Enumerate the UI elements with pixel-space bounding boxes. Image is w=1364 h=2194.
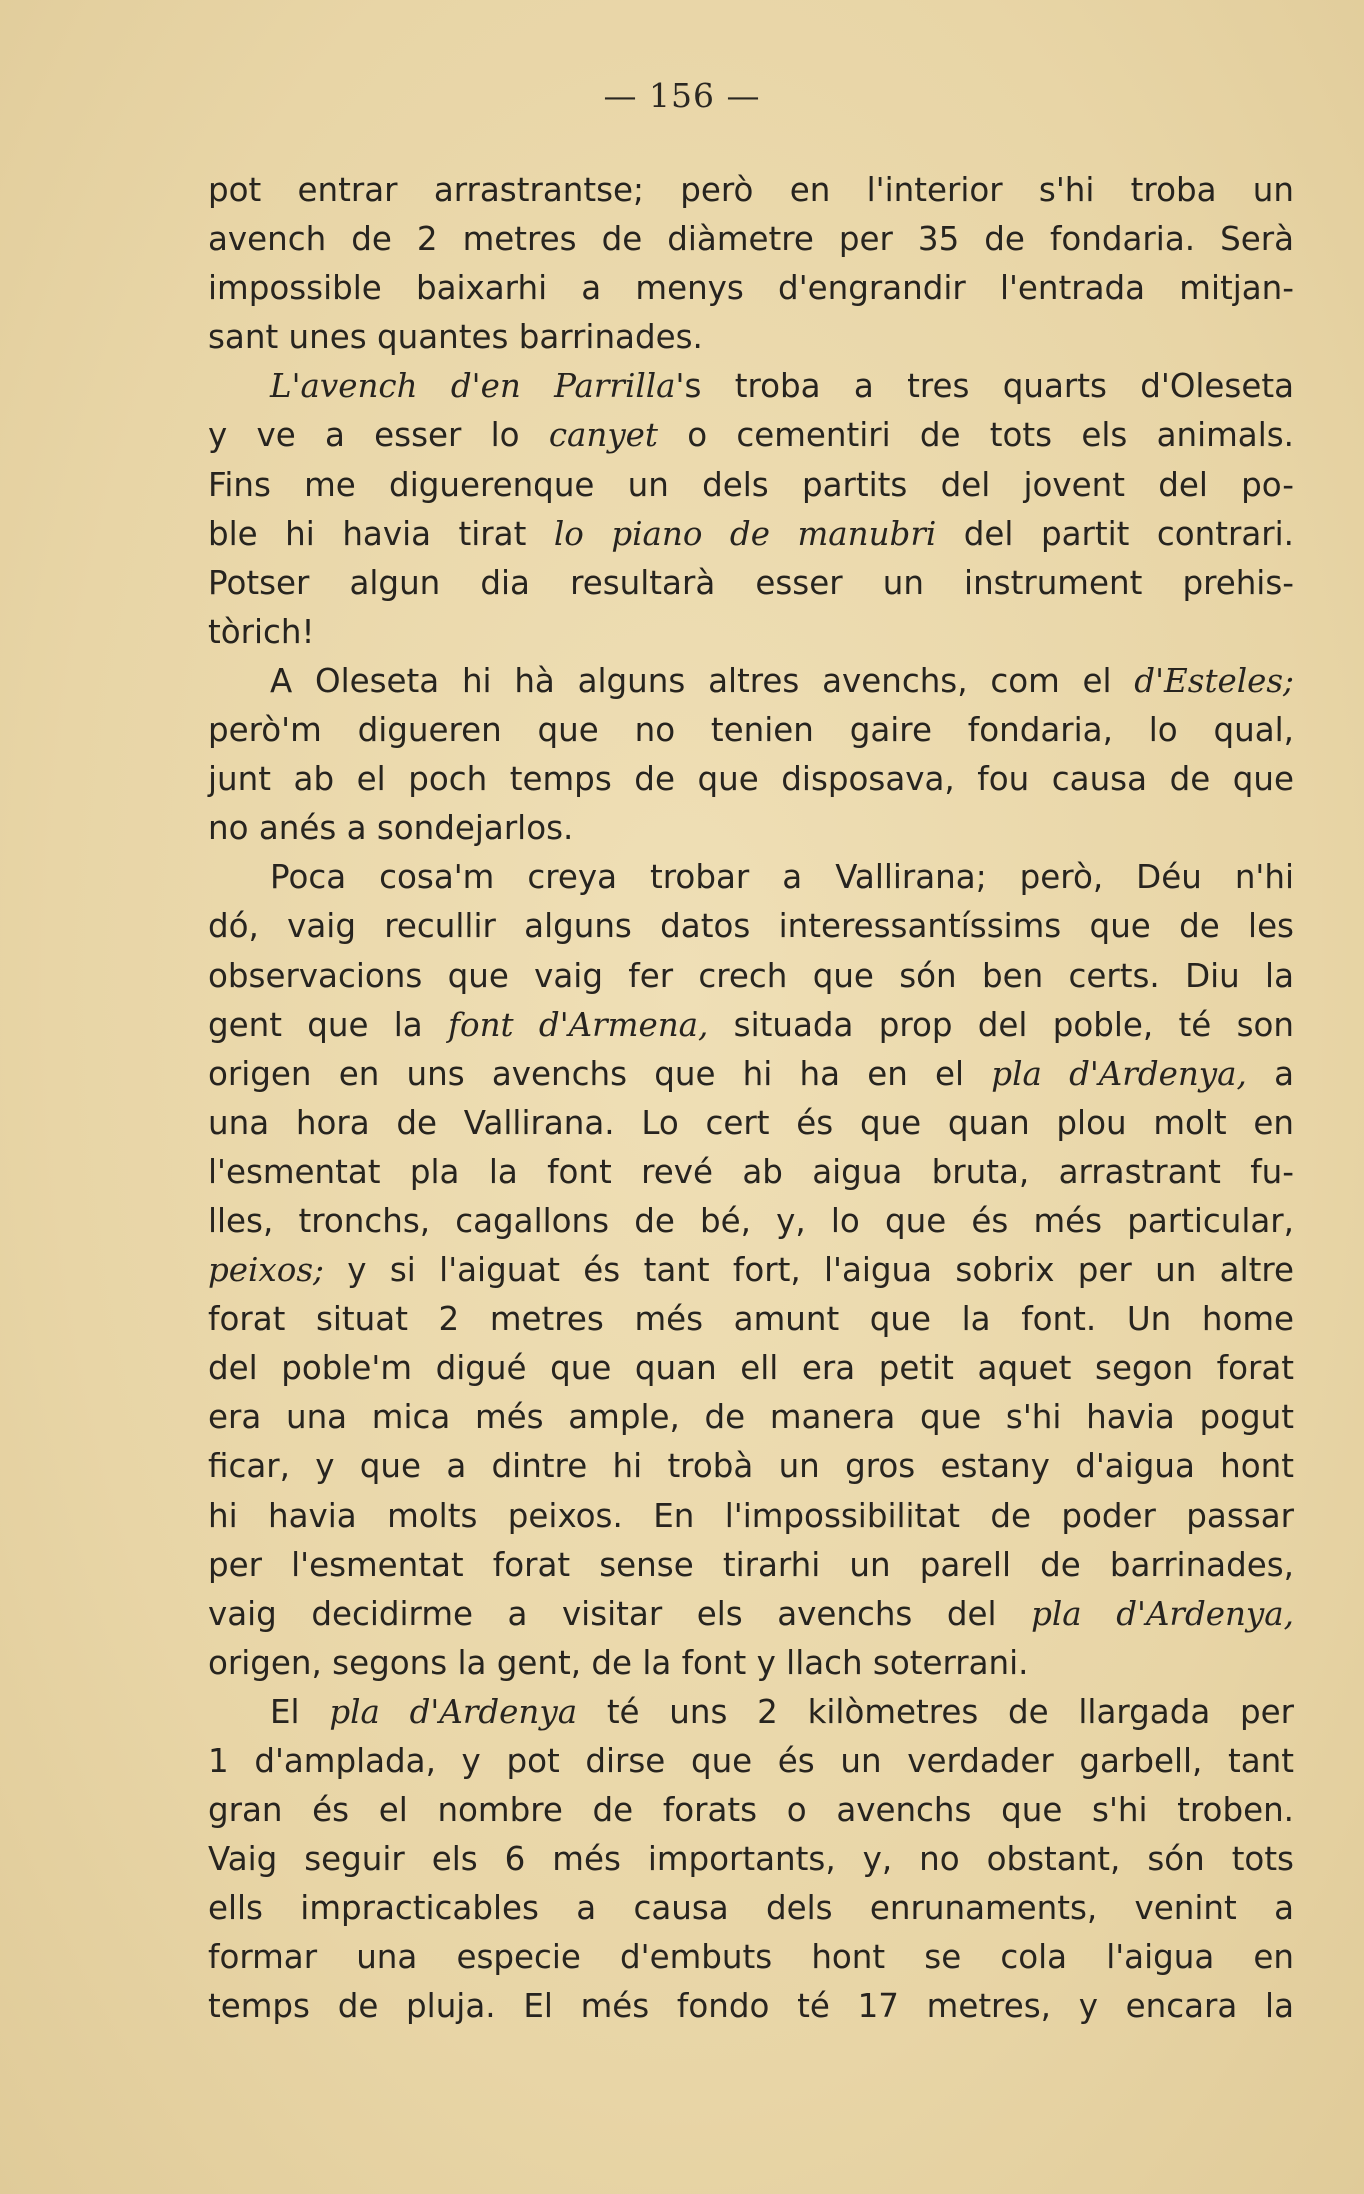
text-run: del poble'm digué que quan ell era petit aquet segon forat <box>208 1349 1294 1388</box>
text-run: El <box>270 1692 330 1731</box>
text-line <box>208 559 1294 608</box>
text-run: tòrich! <box>208 612 315 651</box>
text-run: sant unes quantes barrinades. <box>208 318 703 357</box>
text-run: junt ab el poch temps de que disposava, fou causa de que <box>208 760 1294 799</box>
body-text <box>208 166 1294 2032</box>
text-line <box>208 411 1294 460</box>
text-line <box>208 461 1294 510</box>
text-line <box>208 804 1294 853</box>
text-line <box>208 510 1294 559</box>
text-line <box>208 706 1294 755</box>
text-line <box>208 1688 1294 1737</box>
text-run: observacions que vaig fer crech que són ben certs. Diu la <box>208 956 1294 995</box>
italic-run: pla d'Ardenya, <box>991 1054 1247 1093</box>
italic-run: d'Esteles; <box>1134 661 1294 700</box>
text-run: situada prop del poble, té son <box>708 1005 1294 1044</box>
text-line <box>208 1344 1294 1393</box>
text-line <box>208 1835 1294 1884</box>
text-line <box>208 1541 1294 1590</box>
text-run: ells impracticables a causa dels enrunaments, venint a <box>208 1889 1294 1928</box>
text-run: y si l'aiguat és tant fort, l'aigua sobrix per un altre <box>323 1251 1294 1290</box>
text-line <box>208 313 1294 362</box>
text-run: per l'esmentat forat sense tirarhi un parell de barrinades, <box>208 1545 1294 1584</box>
text-line <box>208 1982 1294 2031</box>
text-line <box>208 952 1294 1001</box>
text-run: gent que la <box>208 1005 449 1044</box>
text-run: Poca cosa'm creya trobar a Vallirana; però, Déu n'hi <box>270 858 1294 897</box>
text-run: origen en uns avenchs que hi ha en el <box>208 1054 992 1093</box>
italic-run: lo piano de manubri <box>553 514 937 553</box>
text-line <box>208 264 1294 313</box>
text-line <box>208 1050 1294 1099</box>
text-run: y ve a esser lo <box>208 416 549 455</box>
text-line <box>208 1884 1294 1933</box>
page-number: — 156 — <box>603 76 761 115</box>
text-run: impossible baixarhi a menys d'engrandir l'entrada mitjan- <box>208 269 1294 308</box>
text-run: Vaig seguir els 6 més importants, y, no obstant, són tots <box>208 1840 1294 1879</box>
text-run: ble hi havia tirat <box>208 514 554 553</box>
text-run: l'esmentat pla la font revé ab aigua bruta, arrastrant fu- <box>208 1152 1294 1191</box>
text-run: temps de pluja. El més fondo té 17 metres, y encara la <box>208 1987 1294 2026</box>
text-line <box>208 1001 1294 1050</box>
italic-run: peixos; <box>208 1251 324 1290</box>
italic-run: L'avench d'en Parrilla <box>270 367 676 406</box>
text-line <box>208 215 1294 264</box>
text-run: A Oleseta hi hà alguns altres avenchs, com el <box>270 661 1135 700</box>
text-line <box>208 657 1294 706</box>
italic-run: font d'Armena, <box>448 1005 709 1044</box>
text-run: Potser algun dia resultarà esser un instrument prehis- <box>208 563 1294 602</box>
text-line <box>208 1148 1294 1197</box>
text-run: origen, segons la gent, de la font y llach soterrani. <box>208 1643 1029 1682</box>
text-run: però'm digueren que no tenien gaire fondaria, lo qual, <box>208 711 1294 750</box>
text-line <box>208 902 1294 951</box>
italic-run: pla d'Ardenya <box>329 1692 578 1731</box>
text-line <box>208 1197 1294 1246</box>
text-run: vaig decidirme a visitar els avenchs del <box>208 1594 1032 1633</box>
text-run: té uns 2 kilòmetres de llargada per <box>577 1692 1294 1731</box>
text-run: hi havia molts peixos. En l'impossibilitat de poder passar <box>208 1496 1294 1535</box>
text-run: o cementiri de tots els animals. <box>657 416 1294 455</box>
text-line <box>208 755 1294 804</box>
text-run: era una mica més ample, de manera que s'hi havia pogut <box>208 1398 1294 1437</box>
text-run: lles, tronchs, cagallons de bé, y, lo que és més particular, <box>208 1201 1294 1240</box>
italic-run: pla d'Ardenya, <box>1031 1594 1294 1633</box>
text-run: ficar, y que a dintre hi trobà un gros estany d'aigua hont <box>208 1447 1294 1486</box>
text-line <box>208 1786 1294 1835</box>
text-run: del partit contrari. <box>936 514 1294 553</box>
text-run: 1 d'amplada, y pot dirse que és un verdader garbell, tant <box>208 1742 1294 1780</box>
text-line <box>208 1933 1294 1982</box>
text-line <box>208 1246 1294 1295</box>
text-line <box>208 1099 1294 1148</box>
text-line <box>208 1590 1294 1639</box>
text-line <box>208 1442 1294 1491</box>
text-run: avench de 2 metres de diàmetre per 35 de fondaria. Serà <box>208 220 1294 259</box>
text-line <box>208 362 1294 411</box>
text-line <box>208 1492 1294 1541</box>
text-run: dó, vaig recullir alguns datos interessantíssims que de les <box>208 907 1294 946</box>
text-line <box>208 1295 1294 1344</box>
text-run: una hora de Vallirana. Lo cert és que quan plou molt en <box>208 1103 1294 1142</box>
text-run: forat situat 2 metres més amunt que la font. Un home <box>208 1300 1294 1339</box>
text-run: no anés a sondejarlos. <box>208 809 574 848</box>
text-line <box>208 608 1294 657</box>
text-run: a <box>1246 1054 1294 1093</box>
text-run: 's troba a tres quarts d'Oleseta <box>675 367 1295 406</box>
text-line <box>208 1737 1294 1786</box>
text-run: pot entrar arrastrantse; però en l'interior s'hi troba un <box>208 171 1294 209</box>
text-run: formar una especie d'embuts hont se cola l'aigua en <box>208 1938 1294 1977</box>
text-line <box>208 166 1294 215</box>
text-line <box>208 1393 1294 1442</box>
text-line <box>208 853 1294 902</box>
text-run: gran és el nombre de forats o avenchs que s'hi troben. <box>208 1791 1294 1830</box>
text-line <box>208 1639 1294 1688</box>
italic-run: canyet <box>548 416 658 455</box>
text-run: Fins me diguerenque un dels partits del jovent del po- <box>208 465 1294 504</box>
